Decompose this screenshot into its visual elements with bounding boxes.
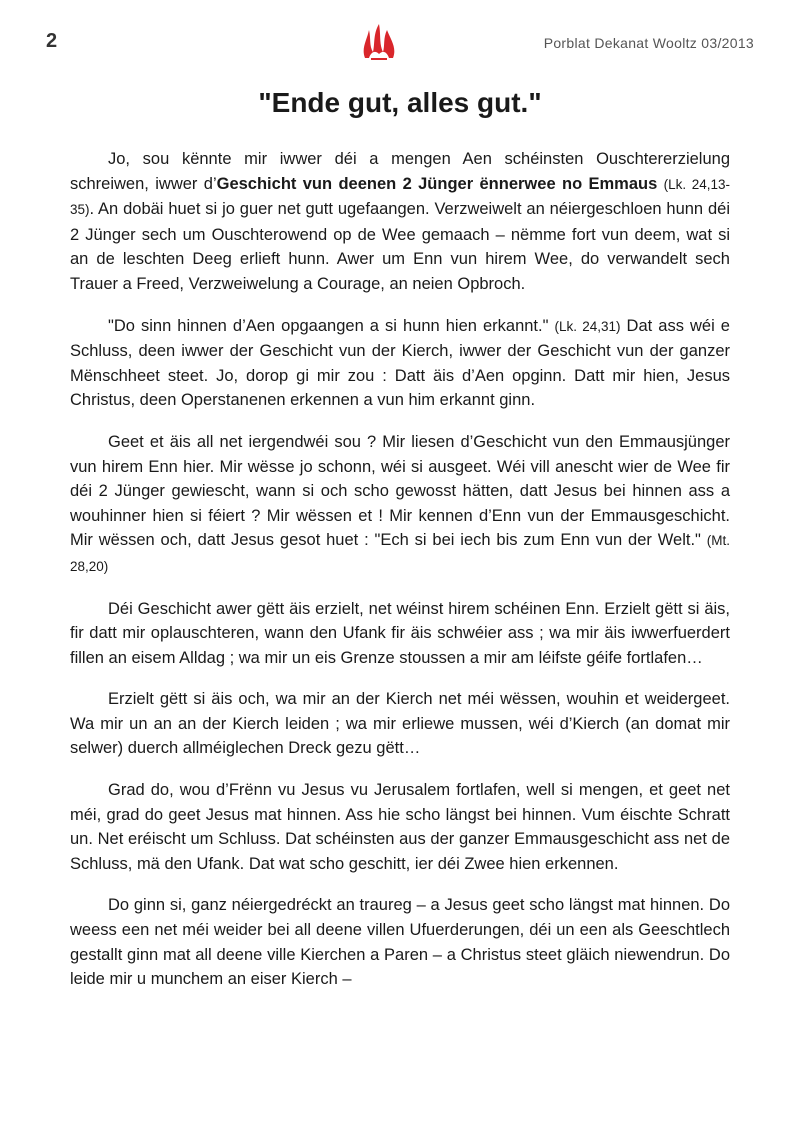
bible-reference: (Mt. 28,20) [70, 533, 730, 574]
article-title: "Ende gut, alles gut." [258, 87, 542, 118]
paragraph-3: Geet et äis all net iergendwéi sou ? Mir liesen d’Geschicht vun den Emmausjünger vun hirem Enn hier. Mir wësse jo schonn, wéi si ausgeet. Wéi vill anescht wier de Wee fir déi 2 Jünger gewiescht, wann si och scho gewosst hätten, datt Jesus bei hinnen ass a wouhinner hien si féiert ? Mir wëssen et ! Mir kennen d’Enn vun der Emmausgeschicht. Mir wëssen och, datt Jesus gesot huet : "Ech si bei iech bis zum Enn vun der Welt." (Mt. 28,20) [70, 432, 730, 574]
running-header: Porblat Dekanat Wooltz 03/2013 [543, 35, 754, 51]
article-body [70, 147, 730, 1009]
paragraph-5: Erzielt gëtt si äis och, wa mir an der Kierch net méi wëssen, wouhin et weidergeet. Wa mir un an an der Kierch leiden ; wa mir erliewe mussen, wéi d’Kierch (an domat mir selwer) duerch allméiglechen Dreck gezu gëtt… [70, 690, 730, 758]
bible-reference: (Lk. 24,13-35) [70, 176, 730, 218]
diocese-flame-logo-icon [357, 18, 401, 62]
bible-reference: (Lk. 24,31) [554, 318, 621, 334]
paragraph-7: Do ginn si, ganz néiergedréckt an traureg – a Jesus geet scho längst mat hinnen. Do weess een net méi weider bei all deene villen Ufuerderungen, déi un een als Geeschtlech gestallt ginn mat all deene ville Kierchen a Paren – a Christus steet gläich niewendrun. Do leide mir u munchem an eiser Kierch – [70, 896, 730, 989]
paragraph-2: "Do sinn hinnen d’Aen opgaangen a si hunn hien erkannt." (Lk. 24,31) Dat ass wéi e Schluss, deen iwwer der Geschicht vun der Kierch, iwwer der Geschicht vun der ganzer Mënschheet steet. Jo, dorop gi mir zou : Datt äis d’Aen opginn. Datt mir hien, Jesus Christus, deen Operstanenen erkennen a vun him erkannt ginn. [70, 316, 730, 410]
paragraph-6: Grad do, wou d’Frënn vu Jesus vu Jerusalem fortlafen, well si mengen, et geet net méi, grad do geet Jesus mat hinnen. Ass hie scho längst bei hinnen. Vum éischte Schratt un. Net eréischt um Schluss. Dat schéinsten aus der ganzer Emmausgeschicht ass net de Schluss, mä den Ufank. Dat wat scho geschitt, ier déi Zwee hien erkennen. [70, 781, 730, 873]
paragraph-4: Déi Geschicht awer gëtt äis erzielt, net wéinst hirem schéinen Enn. Erzielt gëtt si äis, fir datt mir oplauschteren, wann den Ufank fir äis schwéier ass ; wa mir äis iwwerfuerdert fillen an eisem Alldag ; wa mir un eis Grenze stoussen a mir am léifste géife fortlafen… [70, 599, 730, 667]
page-number: 2 [46, 30, 58, 52]
paragraph-1: Jo, sou kënnte mir iwwer déi a mengen Aen schéinsten Ouschtererzielung schreiwen, iwwer d’Geschicht vun deenen 2 Jünger ënnerwee no Emmaus (Lk. 24,13-35). An dobäi huet si jo guer net gutt ugefaangen. Verzweiwelt an néiergeschloen hunn déi 2 Jünger sech um Ouschterowend op de Wee gemaach – nëmme fort vun deem, wat si an de leschten Deeg erlieft hunn. Awer um Enn vun hirem Wee, do verwandelt sech Trauer a Freed, Verzweiwelung a Courage, an neien Opbroch. [70, 150, 730, 293]
bold-phrase: Geschicht vun deenen 2 Jünger ënnerwee no Emmaus [216, 174, 658, 193]
